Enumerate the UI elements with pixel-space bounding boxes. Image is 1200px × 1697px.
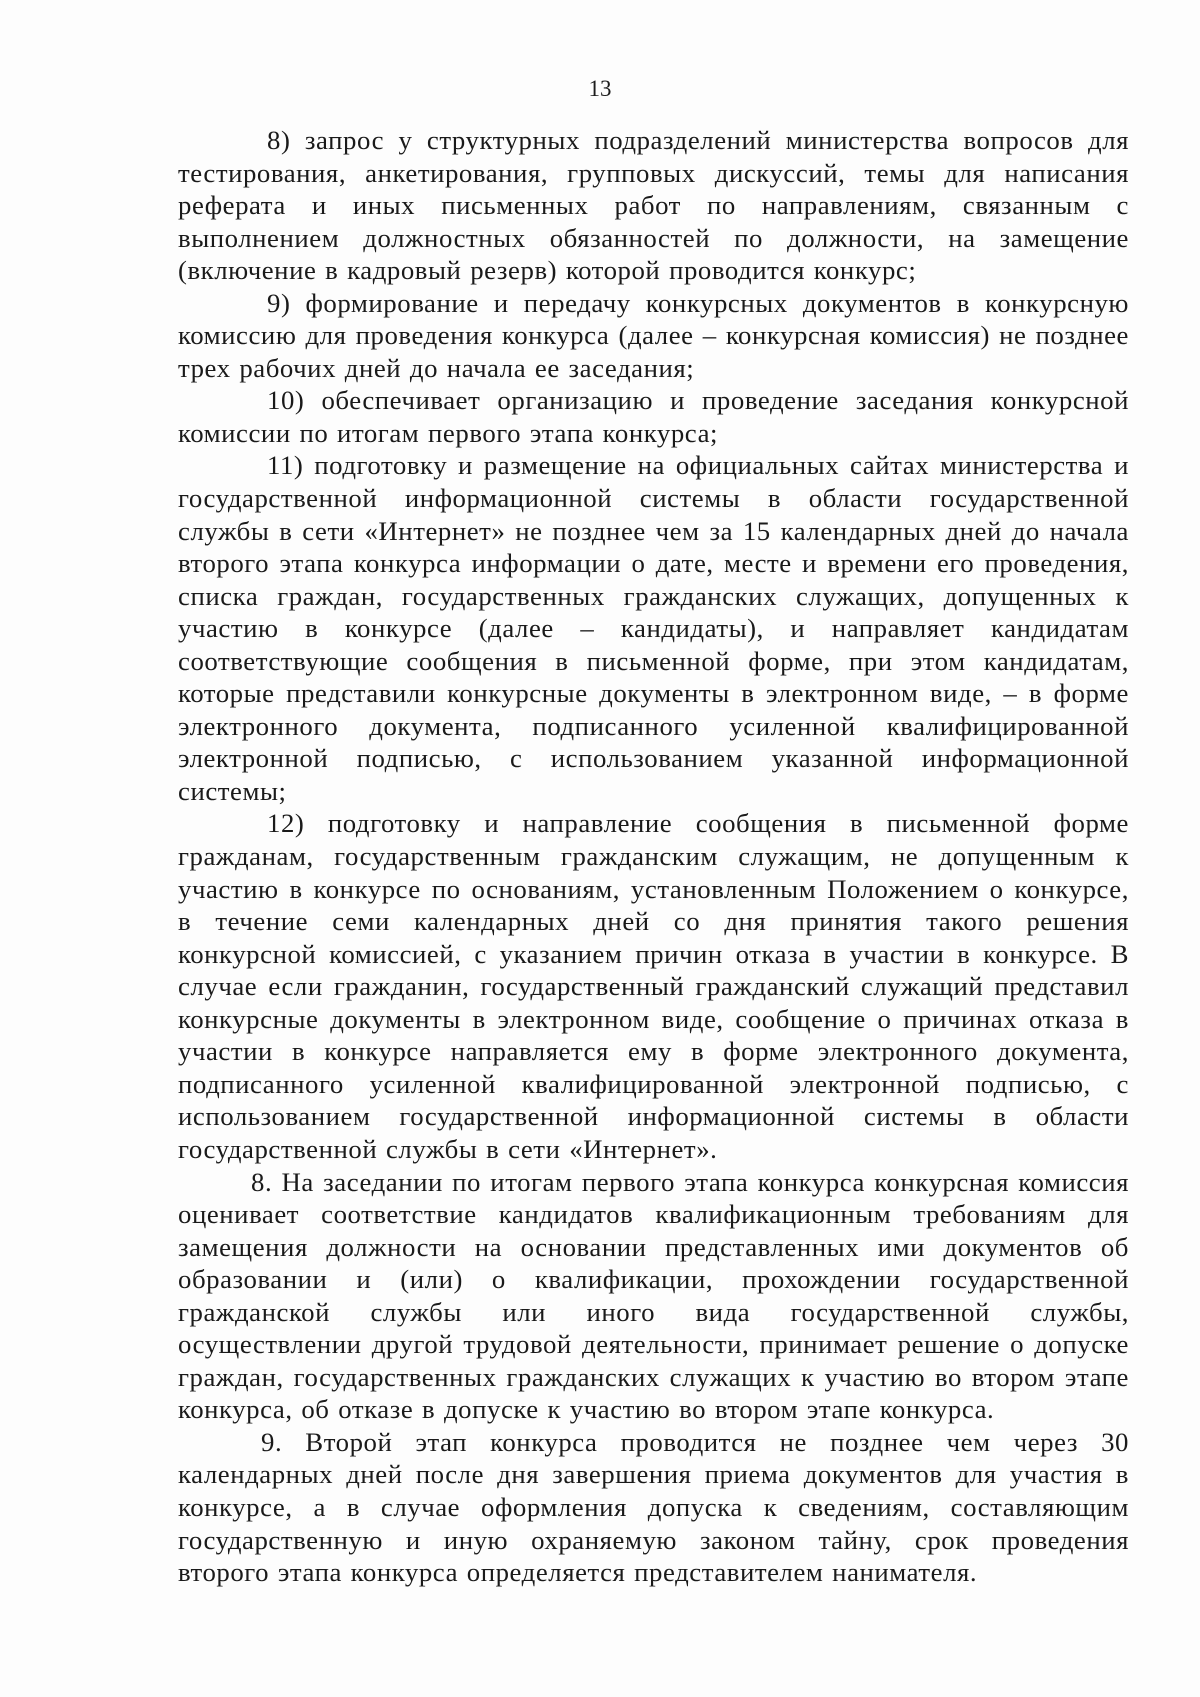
paragraph-clause-9: 9. Второй этап конкурса проводится не позднее чем через 30 календарных дней после дня завершения приема документов для участия в конкурсе, а в случае оформления допуска к сведениям, составляющим государственную и иную охраняемую законом тайну, срок проведения второго этапа конкурса определяется представителем нанимателя. — [178, 1426, 1129, 1588]
paragraph-item-11: 11) подготовку и размещение на официальных сайтах министерства и государственной информационной системы в области государственной службы в сети «Интернет» не позднее чем за 15 календарных дней до начала второго этапа конкурса информации о дате, месте и времени его проведения, списка граждан, государственных гражданских служащих, допущенных к участию в конкурсе (далее – кандидаты), и направляет кандидатам соответствующие сообщения в письменной форме, при этом кандидатам, которые представили конкурсные документы в электронном виде, – в форме электронного документа, подписанного усиленной квалифицированной электронной подписью, с использованием указанной информационной системы; — [178, 450, 1129, 806]
paragraph-item-10: 10) обеспечивает организацию и проведение заседания конкурсной комиссии по итогам первого этапа конкурса; — [178, 385, 1129, 448]
paragraph-item-12: 12) подготовку и направление сообщения в письменной форме гражданам, государственным гражданским служащим, не допущенным к участию в конкурсе по основаниям, установленным Положением о конкурсе, в течение семи календарных дней со дня принятия такого решения конкурсной комиссией, с указанием причин отказа в участии в конкурсе. В случае если гражданин, государственный гражданский служащий представил конкурсные документы в электронном виде, сообщение о причинах отказа в участии в конкурсе направляется ему в форме электронного документа, подписанного усиленной квалифицированной электронной подписью, с использованием государственной информационной системы в области государственной службы в сети «Интернет». — [178, 808, 1129, 1164]
page-number: 13 — [588, 76, 612, 101]
paragraph-item-8: 8) запрос у структурных подразделений министерства вопросов для тестирования, анкетирования, групповых дискуссий, темы для написания реферата и иных письменных работ по направлениям, связанным с выполнением должностных обязанностей по должности, на замещение (включение в кадровый резерв) которой проводится конкурс; — [178, 125, 1129, 286]
paragraph-item-9: 9) формирование и передачу конкурсных документов в конкурсную комиссию для проведения конкурса (далее – конкурсная комиссия) не позднее трех рабочих дней до начала ее заседания; — [178, 287, 1129, 383]
document-body — [178, 124, 1129, 1589]
paragraph-clause-8: 8. На заседании по итогам первого этапа конкурса конкурсная комиссия оценивает соответствие кандидатов квалификационным требованиям для замещения должности на основании представленных ими документов об образовании и (или) о квалификации, прохождении государственной гражданской службы или иного вида государственной службы, осуществлении другой трудовой деятельности, принимает решение о допуске граждан, государственных гражданских служащих к участию во втором этапе конкурса, об отказе в допуске к участию во втором этапе конкурса. — [178, 1166, 1129, 1425]
